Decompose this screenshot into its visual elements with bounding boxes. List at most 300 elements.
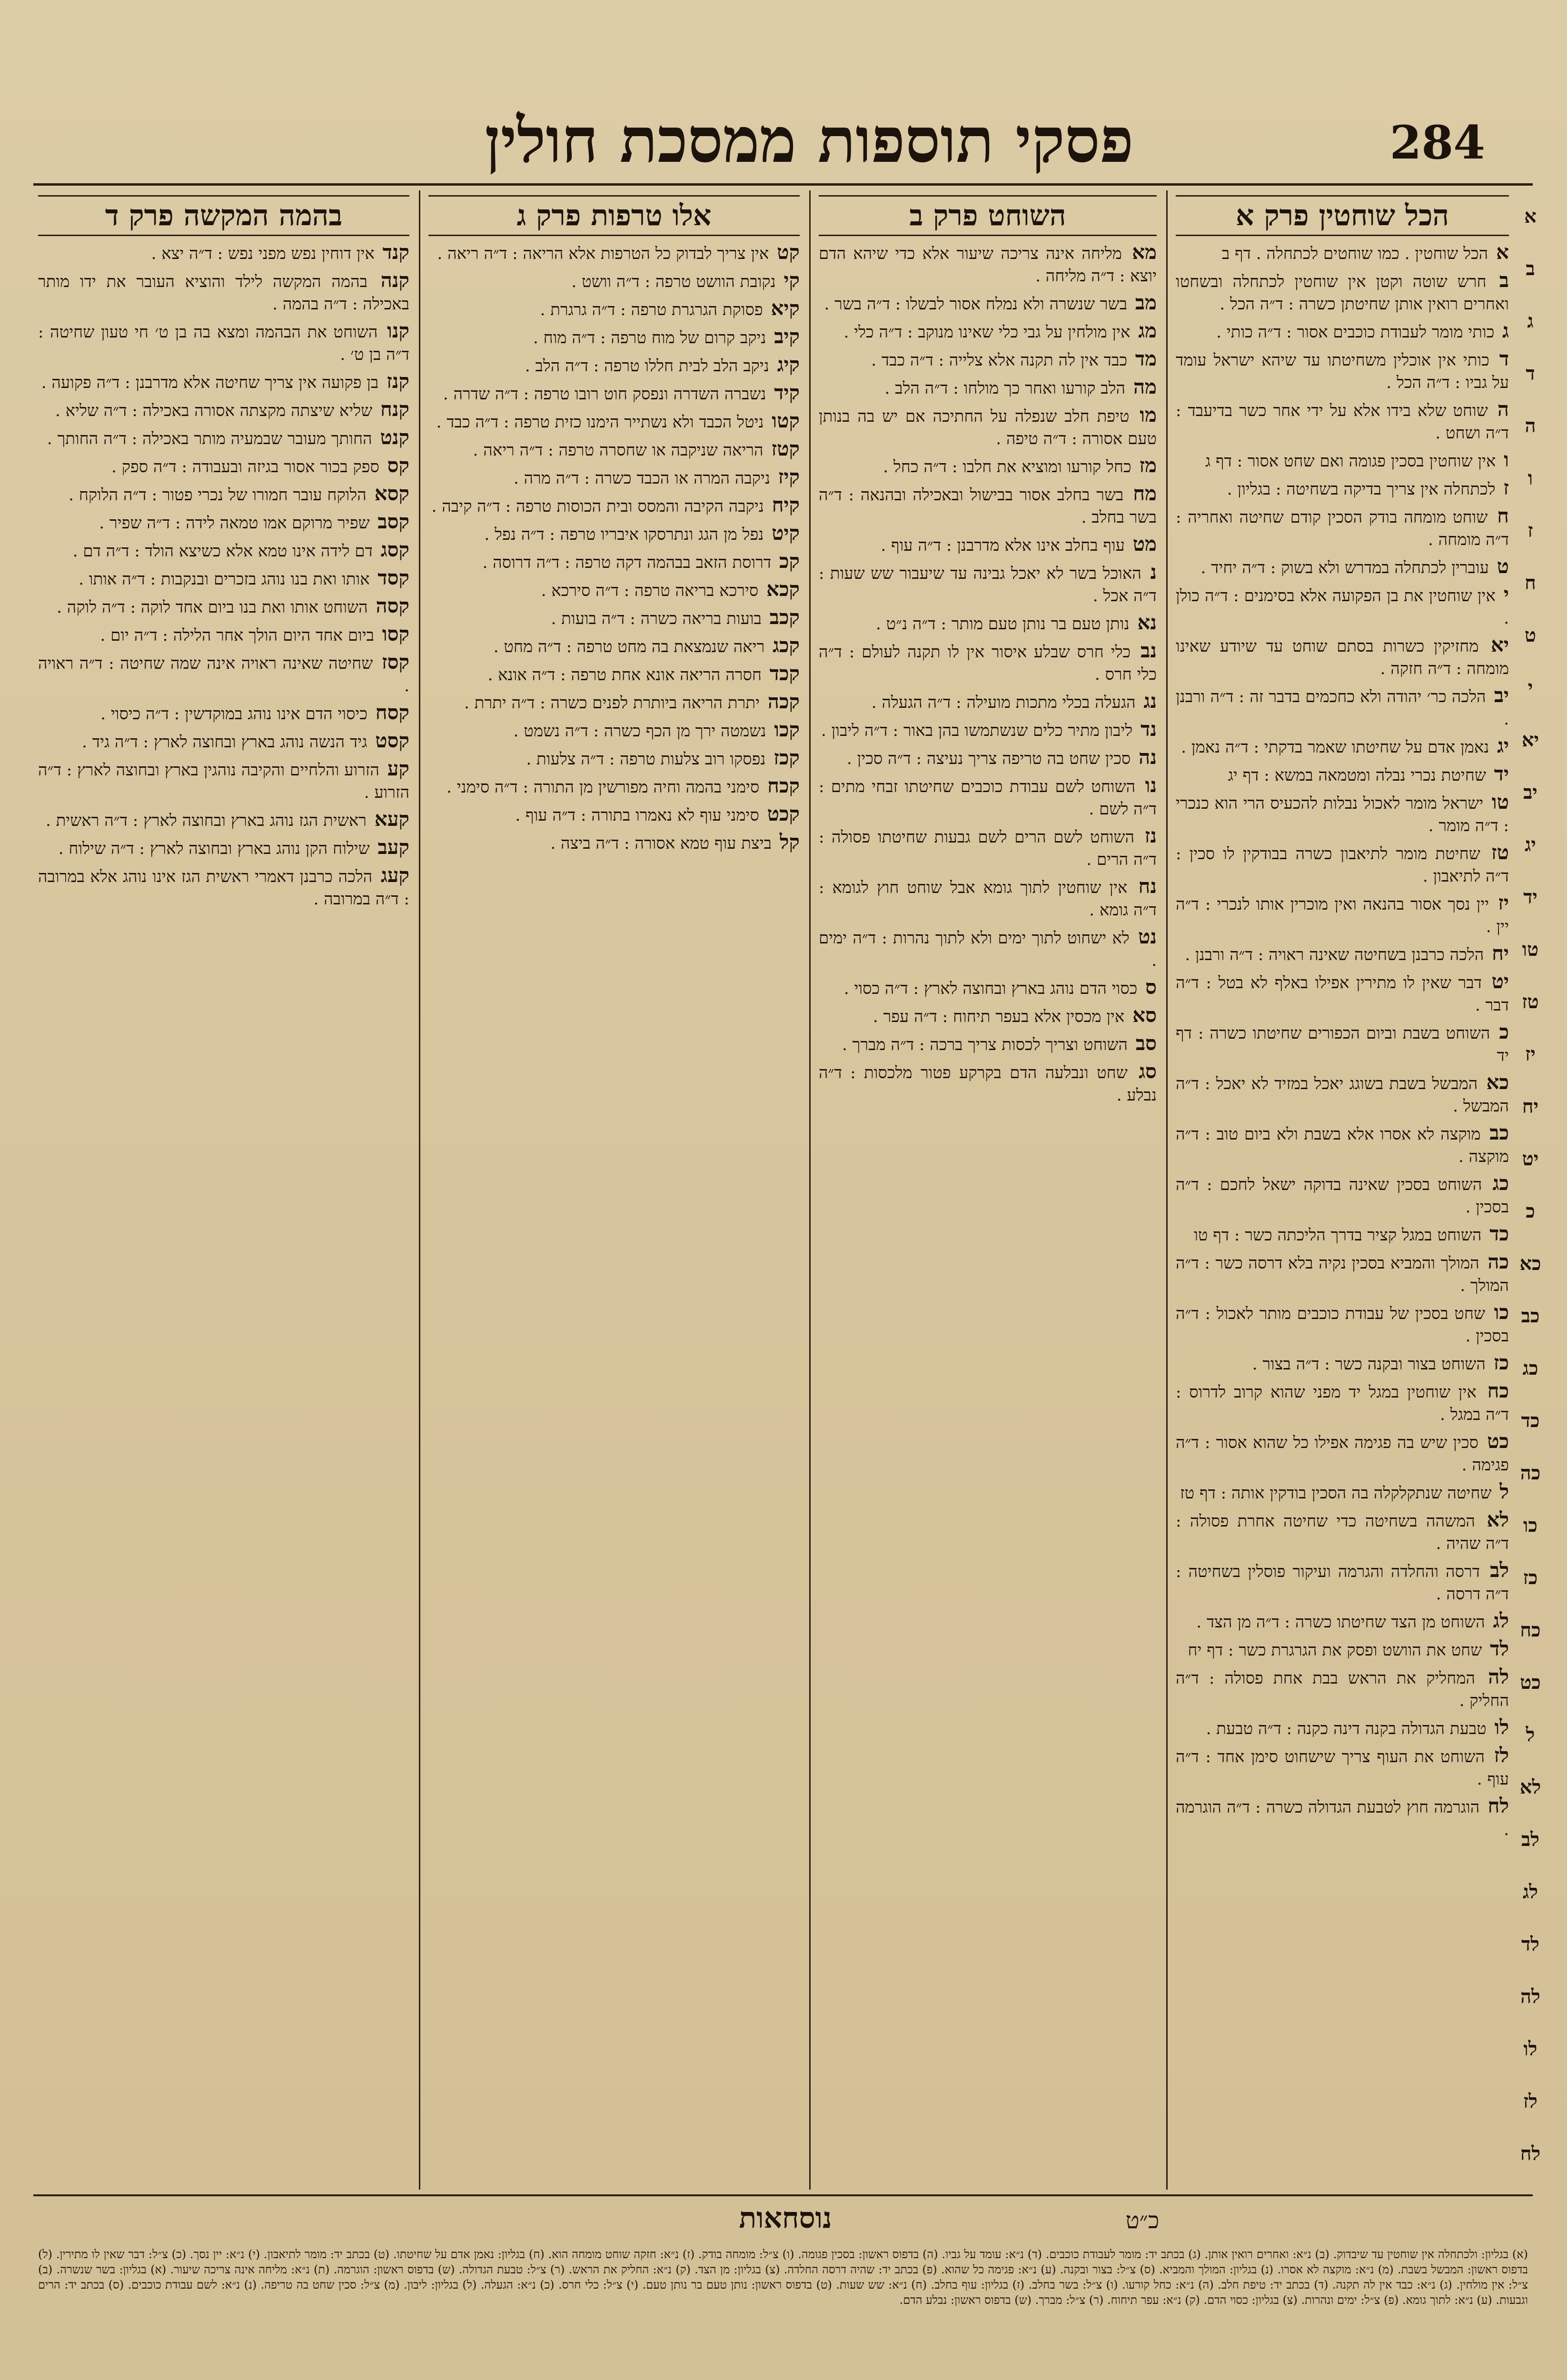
paragraph <box>428 662 800 686</box>
footnotes-text: (א) בגליון: ולכתחלה אין שוחטין עד שיבדוק. (ב) נ״א: ואחרים רואין אותן. (ג) בכתב יד: מומר לעבודת כוכבים. (ד) נ״א: עומד על גביו. (ה) בדפוס ראשון: בסכין פגומה. (ו) צ״ל: מומחה בודק. (ז) נ״א: חזקה שוחט מומחה הוא. (ח) בגליון: נאמן אדם על שחיטתו. (ט) בכתב יד: מומר לתיאבון. (י) נ״א: יין נסך. (כ) צ״ל: דבר שאין לו מתירין. (ל) בדפוס ראשון: המבשל בשבת. (מ) נ״א: מוקצה לא אסרו. (נ) בגליון: המולך והמביא. (ס) צ״ל: בצור ובקנה. (ע) נ״א: פגימה כל שהוא. (פ) בכתב יד: שהיה דרסה החלדה. (צ) בגליון: מן הצד. (ק) נ״א: החליק את הראש. (ר) צ״ל: טבעת הגדולה. (ש) בדפוס ראשון: הוגרמה. (ת) נ״א: מליחה אינה צריכה שיעור. (א) בגליון: בשר שנשרה. (ב) צ״ל: אין מולחין. (ג) נ״א: כבד אין לה תקנה. (ד) בכתב יד: טיפת חלב. (ה) נ״א: כחל קורעו. (ו) צ״ל: בשר בחלב. (ז) בגליון: עוף בחלב. (ח) נ״א: שש שעות. (ט) בדפוס ראשון: נותן טעם בר נותן טעם. (י) צ״ל: כלי חרס. (כ) נ״א: הגעלה. (ל) בגליון: ליבון. (מ) צ״ל: סכין שחט בה טריפה. (נ) נ״א: לשם עבודת כוכבים. (ס) בכתב יד: הרים וגבעות. (ע) נ״א: לתוך גומא. (פ) צ״ל: ימים ונהרות. (צ) בגליון: כסוי הדם. (ק) נ״א: עפר תיחוח. (ר) צ״ל: מברך. (ש) בדפוס ראשון: נבלע הדם. <box>38 2248 1528 2307</box>
paragraph-label: קט <box>777 240 800 264</box>
paragraph-label: נא <box>1137 611 1157 634</box>
paragraph-label: יז <box>1498 891 1509 914</box>
paragraph-label: סג <box>1139 1060 1157 1083</box>
paragraph-text: הגעלה בכלי מתכות מועילה : ד״ה הגעלה . <box>871 693 1136 712</box>
paragraph-text: סימני עוף לא נאמרו בתורה : ד״ה עוף . <box>515 806 759 825</box>
paragraph-text: בשר שנשרה ולא נמלח אסור לבשלו : ד״ה בשר . <box>824 295 1128 314</box>
paragraph-text: ניטל הכבד ולא נשתייר הימנו כזית טרפה : ד״ה כבד . <box>436 413 764 432</box>
paragraph <box>1176 1508 1509 1555</box>
paragraph-text: השוחט במגל קציר בדרך הליכתה כשר : דף טו <box>1194 1226 1482 1245</box>
paragraph-label: ב <box>1499 268 1509 292</box>
paragraph <box>819 774 1157 821</box>
column-right <box>1176 190 1509 2190</box>
paragraph-label: יא <box>1491 633 1509 656</box>
chapter-heading: אלו טרפות פרק ג <box>428 195 800 236</box>
paragraph-label: ל <box>1499 1480 1509 1503</box>
paragraph <box>819 347 1157 372</box>
paragraph <box>38 241 409 265</box>
paragraph-text: אין שוחטין במגל יד מפני שהוא קרוב לדרוס : ד״ה במגל . <box>1176 1383 1509 1424</box>
margin-letter: יד <box>1523 886 1537 908</box>
paragraph-label: קס <box>387 454 409 477</box>
paragraph <box>819 319 1157 344</box>
paragraph <box>819 376 1157 400</box>
paragraph-text: ניקב קרום של מוח טרפה : ד״ה מוח . <box>533 328 766 347</box>
paragraph-text: כבד אין לה תקנה אלא צלייה : ד״ה כבד . <box>871 351 1128 370</box>
margin-letter: ז <box>1527 519 1533 542</box>
paragraph <box>1176 970 1509 1017</box>
margin-letter: ד <box>1526 362 1535 385</box>
paragraph-text: השוחט בסכין שאינה בדוקה ישאל לחכם : ד״ה בסכין . <box>1176 1175 1509 1217</box>
paragraph-text: כלי חרס שבלע איסור אין לו תקנה לעולם : ד״ה כלי חרס . <box>819 643 1157 684</box>
paragraph-text: האוכל בשר לא יאכל גבינה עד שיעבור שש שעות : ד״ה אכל . <box>819 564 1157 605</box>
margin-letter: ו <box>1527 467 1533 489</box>
paragraph-text: שילוח הקן נוהג בארץ ובחוצה לארץ : ד״ה שילוח . <box>58 839 370 858</box>
paragraph <box>428 325 800 349</box>
paragraph-text: ניקבה הקיבה והמסס ובית הכוסות טרפה : ד״ה קיבה . <box>431 497 764 516</box>
paragraph <box>428 550 800 574</box>
paragraph <box>1176 684 1509 731</box>
paragraph-text: ניקב הלב לבית חללו טרפה : ד״ה הלב . <box>525 357 769 376</box>
paragraph-label: יג <box>1497 734 1509 757</box>
paragraph-text: שפיר מרוקם אמו טמאה לידה : ד״ה שפיר . <box>99 514 370 533</box>
paragraph-text: בן פקועה אין צריך שחיטה אלא מדרבנן : ד״ה פקועה . <box>41 373 379 392</box>
paragraph-label: קטו <box>772 409 800 432</box>
paragraph-label: קע <box>387 757 409 780</box>
paragraph <box>1176 1609 1509 1634</box>
paragraph <box>1176 476 1509 501</box>
paragraph-label: לב <box>1490 1558 1509 1582</box>
paragraph-text: בשר בחלב אסור בבישול ובאכילה ובהנאה : ד״ה בשר בחלב . <box>819 486 1157 527</box>
paragraph-label: לא <box>1487 1508 1509 1531</box>
paragraph <box>38 836 409 860</box>
paragraph <box>819 746 1157 770</box>
paragraph-label: קי <box>784 268 800 292</box>
paragraph-text: כיסוי הדם אינו נוהג במוקדשין : ד״ה כיסוי . <box>100 704 367 724</box>
paragraph-text: אין שוחטין בסכין פגומה ואם שחט אסור : דף ג <box>1205 452 1496 471</box>
paragraph-label: קסט <box>375 729 409 752</box>
paragraph-label: קנז <box>387 369 409 393</box>
paragraph-text: יין נסך אסור בהנאה ואין מוכרין אותו לנכרי : ד״ה יין . <box>1176 895 1509 936</box>
paragraph-label: קכה <box>767 690 800 713</box>
paragraph-text: מוקצה לא אסרו אלא בשבת ולא ביום טוב : ד״ה מוקצה . <box>1176 1125 1509 1166</box>
paragraph-label: ה <box>1497 397 1509 421</box>
paragraph <box>38 651 409 697</box>
margin-letter: לו <box>1523 2038 1537 2060</box>
paragraph-label: לה <box>1488 1665 1509 1688</box>
paragraph-text: הזרוע והלחיים והקיבה נוהגין בארץ ובחוצה לארץ : ד״ה הזרוע . <box>38 761 409 802</box>
paragraph <box>428 409 800 434</box>
margin-letter: יח <box>1522 1095 1539 1118</box>
paragraph-text: נפסקו רוב צלעות טרפה : ד״ה צלעות . <box>526 750 766 769</box>
paragraph-label: קיז <box>778 465 800 488</box>
paragraph <box>428 774 800 799</box>
paragraph-text: השוחט לשם הרים לשם גבעות שחיטתו פסולה : ד״ה הרים . <box>819 828 1157 869</box>
margin-letter: כא <box>1519 1252 1541 1275</box>
margin-letter: יב <box>1523 781 1537 803</box>
margin-letter: לה <box>1520 1985 1540 2008</box>
paragraph <box>1176 1301 1509 1348</box>
paragraph-label: מח <box>1133 482 1157 505</box>
paragraph-label: קיב <box>774 325 800 348</box>
paragraph <box>428 690 800 714</box>
paragraph-label: כז <box>1493 1351 1509 1374</box>
paragraph-text: שליא שיצתה מקצתה אסורה באכילה : ד״ה שליא . <box>55 401 373 420</box>
paragraph-text: ליבון מתיר כלים שנשתמשו בהן באור : ד״ה ליבון . <box>821 721 1133 740</box>
margin-letter: לח <box>1520 2142 1541 2165</box>
paragraph-text: חרש שוטה וקטן אין שוחטין לכתחלה ובשחטו ואחרים רואין אותן שחיטתן כשרה : ד״ה הכל . <box>1176 272 1509 314</box>
paragraph <box>1176 1716 1509 1740</box>
chapter-heading: בהמה המקשה פרק ד <box>38 195 409 236</box>
paragraph-label: א <box>1496 240 1509 264</box>
paragraph <box>428 353 800 377</box>
paragraph <box>38 482 409 506</box>
paragraph <box>1176 1795 1509 1841</box>
margin-letter: לד <box>1521 1933 1539 1955</box>
paragraph-text: נשברה השדרה ונפסק חוט רובו טרפה : ד״ה שדרה . <box>443 385 766 404</box>
paragraph-text: הלב קורעו ואחר כך מולחו : ד״ה הלב . <box>884 379 1126 398</box>
paragraph <box>428 494 800 518</box>
paragraph-label: קכ <box>779 549 800 573</box>
paragraph-label: קנד <box>382 240 409 264</box>
paragraph <box>428 381 800 406</box>
paragraph <box>38 864 409 911</box>
paragraph-label: מט <box>1132 532 1157 555</box>
paragraph <box>1176 241 1509 265</box>
paragraph-text: כותי מומר לעבודת כוכבים אסור : ד״ה כותי . <box>1216 323 1495 342</box>
paragraph-text: לא ישחוט לתוך ימים ולא לתוך נהרות : ד״ה ימים . <box>819 929 1157 970</box>
margin-letter: יא <box>1521 729 1539 751</box>
paragraph <box>38 398 409 422</box>
paragraph-label: קנט <box>380 426 409 449</box>
paragraph-text: השוחט מן הצד שחיטתו כשרה : ד״ה מן הצד . <box>1196 1613 1485 1632</box>
margin-letter: כ <box>1526 1200 1535 1222</box>
paragraph-label: ד <box>1499 347 1509 370</box>
paragraph <box>428 522 800 546</box>
paragraph <box>1176 1121 1509 1168</box>
paragraph-text: הלכה כרבנן בשחיטה שאינה ראויה : ד״ה ורבנן . <box>1185 945 1484 964</box>
paragraph <box>1176 1222 1509 1247</box>
paragraph-text: סכין שחט בה טריפה צריך נעיצה : ד״ה סכין . <box>847 749 1131 768</box>
paragraph <box>1176 319 1509 344</box>
paragraph-text: ניקבה המרה או הכבד כשרה : ד״ה מרה . <box>513 469 770 488</box>
paragraph-label: לח <box>1488 1794 1509 1817</box>
paragraph <box>1176 1021 1509 1067</box>
paragraph-label: יב <box>1494 684 1509 707</box>
margin-letter: טו <box>1522 938 1539 961</box>
paragraph <box>428 466 800 490</box>
paragraph <box>1176 1351 1509 1376</box>
column-center <box>819 190 1157 2190</box>
paragraph-label: מג <box>1138 319 1157 342</box>
paragraph-text: שחיטה שאינה ראויה אינה שמה שחיטה : ד״ה ראויה . <box>38 654 409 695</box>
paragraph <box>38 426 409 450</box>
paragraph-label: מד <box>1135 347 1157 370</box>
paragraph <box>38 510 409 535</box>
paragraph <box>1176 791 1509 837</box>
margin-letter: י <box>1527 676 1533 699</box>
paragraph-text: אין דוחין נפש מפני נפש : ד״ה יצא . <box>151 244 375 263</box>
paragraph-text: שחט בסכין של עבודת כוכבים מותר לאכול : ד״ה בסכין . <box>1176 1304 1509 1346</box>
paragraph-label: לד <box>1490 1637 1509 1660</box>
paragraph <box>1176 1559 1509 1606</box>
paragraph <box>819 454 1157 478</box>
paragraph-text: נותן טעם בר נותן טעם מותר : ד״ה נ״ט . <box>876 615 1130 634</box>
paragraph <box>1176 1430 1509 1477</box>
footnotes-number: כ״ט <box>1125 2207 1160 2234</box>
paragraph-label: קיח <box>772 493 800 516</box>
paragraph <box>819 925 1157 972</box>
footnotes-title: נוסחאות <box>739 2202 832 2235</box>
paragraph-label: קכט <box>767 802 800 825</box>
paragraph-text: אין מכסין אלא בעפר תיחוח : ד״ה עפר . <box>873 1007 1125 1026</box>
paragraph-text: סירכא בריאה טרפה : ד״ה סירכא . <box>541 581 759 600</box>
paragraph <box>1176 1071 1509 1118</box>
paragraph-label: ט <box>1497 555 1509 578</box>
chapter-heading: הכל שוחטין פרק א <box>1176 195 1509 236</box>
margin-letter: ט <box>1524 624 1537 646</box>
paragraph <box>819 639 1157 686</box>
paragraph <box>428 803 800 827</box>
paragraph-text: שחט את הוושט ופסק את הגרגרת כשר : דף יח <box>1188 1641 1482 1660</box>
paragraph-text: אין שוחטין לתוך גומא אבל שוחט חוץ לגומא : ד״ה גומא . <box>819 878 1157 920</box>
paragraph-text: ספק בכור אסור בגיזה ובעבודה : ד״ה ספק . <box>111 457 379 476</box>
paragraph-label: קיג <box>777 353 800 376</box>
paragraph-text: דרוסת הזאב בבהמה דקה טרפה : ד״ה דרוסה . <box>482 553 772 572</box>
paragraph <box>1176 1379 1509 1426</box>
paragraph <box>1176 1666 1509 1712</box>
paragraph-text: גיד הנשה נוהג בארץ ובחוצה לארץ : ד״ה גיד . <box>82 733 367 752</box>
paragraph <box>428 241 800 265</box>
paragraph <box>1176 634 1509 680</box>
paragraph-text: החותך מעובר שבמעיה מותר באכילה : ד״ה החותך . <box>47 429 372 448</box>
paragraph <box>819 611 1157 635</box>
paragraph-text: שחיטת מומר לתיאבון כשרה בבודקין לו סכין : ד״ה לתיאבון . <box>1176 844 1509 886</box>
paragraph-text: המשהה בשחיטה כדי שחיטה אחרת פסולה : ד״ה שהיה . <box>1176 1512 1509 1553</box>
paragraph-label: כא <box>1486 1071 1509 1094</box>
paragraph-text: פסוקת הגרגרת טרפה : ד״ה גרגרת . <box>540 300 763 319</box>
paragraph-text: כחל קורעו ומוציא את חלבו : ד״ה כחל . <box>883 457 1131 476</box>
paragraph-label: כב <box>1489 1121 1509 1144</box>
paragraph <box>819 976 1157 1000</box>
paragraph-label: מב <box>1135 291 1157 314</box>
header-rule <box>33 183 1533 186</box>
paragraph-label: כ <box>1499 1020 1509 1043</box>
paragraph-label: כו <box>1494 1300 1509 1324</box>
paragraph-text: השוחט בשבת וביום הכפורים שחיטתו כשרה : דף יד <box>1176 1024 1509 1065</box>
paragraph <box>1176 734 1509 759</box>
paragraph <box>819 718 1157 742</box>
paragraph-text: שוחט מומחה בודק הסכין קודם שחיטה ואחריה : ד״ה מומחה . <box>1176 508 1509 549</box>
paragraph-text: הכל שוחטין . כמו שוחטים לכתחלה . דף ב <box>1221 244 1488 263</box>
paragraph-label: קנח <box>380 397 409 421</box>
paragraph <box>38 729 409 754</box>
paragraph-label: לו <box>1494 1716 1509 1739</box>
paragraph-label: ג <box>1502 319 1509 342</box>
paragraph <box>1176 448 1509 473</box>
paragraph-label: נז <box>1144 824 1157 847</box>
paragraph-text: ראשית הגז נוהג בארץ ובחוצה לארץ : ד״ה ראשית . <box>45 811 367 830</box>
paragraph-text: מחזיקין כשרות בסתם שוחט עד שיודע שאינו מומחה : ד״ה חזקה . <box>1176 637 1509 678</box>
paragraph-label: קעג <box>380 863 409 887</box>
paragraph-text: השוחט בצור ובקנה כשר : ד״ה בצור . <box>1252 1355 1486 1374</box>
page-title: פסקי תוספות ממסכת חולין <box>485 104 1134 177</box>
paragraph-text: השוחט את הבהמה ומצא בה בן ט׳ חי טעון שחיטה : ד״ה בן ט׳ . <box>38 323 409 364</box>
footnotes-block <box>38 2247 1528 2380</box>
footnotes-rule <box>33 2194 1533 2196</box>
paragraph-text: הוגרמה חוץ לטבעת הגדולה כשרה : ד״ה הוגרמה . <box>1176 1798 1509 1839</box>
paragraph <box>1176 269 1509 316</box>
paragraph <box>38 538 409 563</box>
paragraph-text: נשמטה ירך מן הכף כשרה : ד״ה נשמט . <box>513 722 766 741</box>
paragraph-label: כה <box>1488 1250 1509 1273</box>
margin-letter: כה <box>1520 1462 1541 1484</box>
paragraph <box>38 269 409 316</box>
paragraph-text: מליחה אינה צריכה שיעור אלא כדי שיהא הדם יוצא : ד״ה מליחה . <box>819 244 1157 286</box>
margin-letter: א <box>1524 205 1537 228</box>
paragraph-label: קיד <box>774 381 800 404</box>
paragraph <box>1176 1480 1509 1505</box>
paragraph <box>38 808 409 832</box>
margin-letter: ג <box>1527 310 1534 332</box>
paragraph-label: כט <box>1487 1429 1509 1453</box>
column-left-center <box>428 190 800 2190</box>
paragraph-label: קכז <box>774 746 800 769</box>
paragraph-text: הלכה כרבנן דאמרי ראשית הגז אינו נוהג אלא במרובה : ד״ה במרובה . <box>38 867 409 909</box>
margin-letter: ב <box>1526 258 1535 280</box>
paragraph-label: לג <box>1493 1609 1509 1632</box>
paragraph-label: קסו <box>382 622 409 645</box>
paragraph-label: טו <box>1491 790 1509 813</box>
paragraph <box>38 595 409 619</box>
paragraph-text: אותו ואת בנו נוהג בזכרים ובנקבות : ד״ה אותו . <box>79 570 370 589</box>
paragraph-label: כח <box>1487 1379 1509 1402</box>
paragraph <box>38 370 409 394</box>
paragraph-text: יתרת הריאה ביותרת לפנים כשרה : ד״ה יתרת . <box>464 694 760 713</box>
paragraph-text: סימני בהמה וחיה מפורשין מן התורה : ד״ה סימני . <box>446 778 760 797</box>
paragraph-label: יד <box>1494 762 1509 785</box>
paragraph-label: נ <box>1150 560 1157 584</box>
margin-letter: לב <box>1521 1828 1539 1851</box>
paragraph-text: ישראל מומר לאכול נבלות להכעיס הרי הוא כנכרי : ד״ה מומר . <box>1176 794 1509 835</box>
paragraph-text: שוחט שלא בידו אלא על ידי אחר כשר בדיעבד : ד״ה ושחט . <box>1176 401 1509 443</box>
paragraph <box>428 269 800 293</box>
paragraph-label: קסז <box>381 650 409 674</box>
paragraph-text: שחיטה שנתקלקלה בה הסכין בודקין אותה : דף טז <box>1180 1484 1492 1503</box>
paragraph <box>428 578 800 602</box>
column-divider <box>809 190 811 2190</box>
paragraph-text: השוחט וצריך לכסות צריך ברכה : ד״ה מברך . <box>842 1035 1128 1054</box>
paragraph-text: בהמה המקשה לילד והוציא העובר את ידו מותר באכילה : ד״ה בהמה . <box>38 272 409 314</box>
paragraph-label: מה <box>1133 375 1157 398</box>
margin-letter: ל <box>1526 1724 1535 1746</box>
paragraph-text: נפל מן הגג ונתרסקו איבריו טרפה : ד״ה נפל . <box>484 525 764 544</box>
paragraph <box>1176 892 1509 938</box>
paragraph-label: קכח <box>767 774 800 797</box>
paragraph-label: קסח <box>375 701 409 724</box>
column-left <box>38 190 409 2190</box>
paragraph-label: יט <box>1491 970 1509 993</box>
paragraph <box>819 690 1157 714</box>
paragraph-label: יח <box>1492 942 1509 965</box>
paragraph-text: ביום אחד היום הולך אחר הלילה : ד״ה יום . <box>100 626 375 645</box>
paragraph-text: כותי אין אוכלין משחיטתו עד שיהא ישראל עומד על גביו : ד״ה הכל . <box>1176 351 1509 392</box>
paragraph <box>428 718 800 743</box>
paragraph-label: ו <box>1504 448 1509 471</box>
paragraph-text: השוחט לשם עבודת כוכבים שחיטתו זבחי מתים : ד״ה לשם . <box>819 777 1157 819</box>
paragraph-label: ס <box>1145 975 1157 999</box>
paragraph-text: השוחט אותו ואת בנו ביום אחד לוקה : ד״ה לוקה . <box>57 598 368 617</box>
paragraph-label: מא <box>1132 240 1157 264</box>
paragraph-label: קעא <box>374 807 409 831</box>
paragraph-label: ז <box>1503 476 1509 499</box>
paragraph-text: המחליק את הראש בבת אחת פסולה : ד״ה החליק . <box>1176 1669 1509 1710</box>
paragraph-label: קכג <box>773 634 800 657</box>
paragraph-text: אין צריך לבדוק כל הטרפות אלא הריאה : ד״ה ריאה . <box>437 244 769 263</box>
paragraph <box>819 1004 1157 1028</box>
paragraph <box>1176 942 1509 966</box>
paragraph-text: ריאה שנמצאת בה מחט טרפה : ד״ה מחט . <box>493 637 765 656</box>
paragraph-text: הריאה שניקבה או שחסרה טרפה : ד״ה ריאה . <box>473 441 764 460</box>
column-divider <box>1166 190 1168 2190</box>
column-divider <box>419 190 420 2190</box>
paragraph-text: הלכה כר׳ יהודה ולא כחכמים בדבר זה : ד״ה ורבנן . <box>1176 687 1509 729</box>
paragraph-label: קעב <box>377 835 409 859</box>
margin-letter: יט <box>1522 1148 1539 1170</box>
page-number: 284 <box>1389 116 1485 169</box>
paragraph-text: כסוי הדם נוהג בארץ ובחוצה לארץ : ד״ה כסוי . <box>843 979 1138 998</box>
paragraph <box>819 241 1157 288</box>
paragraph <box>819 1060 1157 1107</box>
paragraph <box>1176 347 1509 394</box>
margin-letter: לז <box>1523 2090 1537 2112</box>
paragraph-text: אין מולחין על גבי כלי שאינו מנוקב : ד״ה כלי . <box>843 323 1131 342</box>
paragraph-label: לז <box>1494 1744 1509 1767</box>
paragraph <box>819 1032 1157 1056</box>
paragraph-text: דבר שאין לו מתירין אפילו באלף לא בטל : ד״ה דבר . <box>1176 973 1509 1015</box>
paragraph-label: קסג <box>380 538 409 561</box>
margin-letter: כד <box>1521 1409 1540 1432</box>
paragraph-label: נב <box>1141 639 1157 662</box>
margin-letter: כז <box>1523 1567 1538 1589</box>
margin-letter: כח <box>1520 1619 1541 1641</box>
margin-letter: כג <box>1522 1357 1538 1379</box>
paragraph-label: נג <box>1143 689 1157 713</box>
paragraph <box>1176 1637 1509 1662</box>
paragraph-label: קטז <box>771 437 800 460</box>
paragraph-text: עוברין לכתחלה במדרש ולא בשוק : ד״ה יחיד . <box>1200 558 1489 577</box>
paragraph-label: נט <box>1138 925 1157 948</box>
paragraph <box>38 566 409 591</box>
paragraph <box>38 623 409 647</box>
paragraph <box>819 291 1157 316</box>
paragraph <box>819 533 1157 557</box>
paragraph-text: בועות בריאה כשרה : ד״ה בועות . <box>551 609 762 628</box>
paragraph-text: טבעת הגדולה בקנה דינה כקנה : ד״ה טבעת . <box>1206 1719 1487 1738</box>
paragraph-text: ביצת עוף טמא אסורה : ד״ה ביצה . <box>550 834 772 853</box>
paragraph-text: דם לידה אינו טמא אלא כשיצא הולד : ד״ה דם . <box>72 542 373 561</box>
paragraph <box>1176 398 1509 445</box>
paragraph-text: לכתחלה אין צריך בדיקה בשחיטה : בגליון . <box>1227 480 1496 499</box>
paragraph-label: מז <box>1139 454 1157 477</box>
paragraph <box>428 831 800 855</box>
margin-letter: יג <box>1525 833 1536 856</box>
margin-letter: יז <box>1525 1043 1536 1065</box>
paragraph-text: השוחט את העוף צריך שישחוט סימן אחד : ד״ה עוף . <box>1176 1747 1509 1789</box>
margin-letter: ח <box>1525 572 1536 594</box>
margin-letter: ה <box>1525 415 1536 437</box>
paragraph-label: קכו <box>774 718 800 741</box>
